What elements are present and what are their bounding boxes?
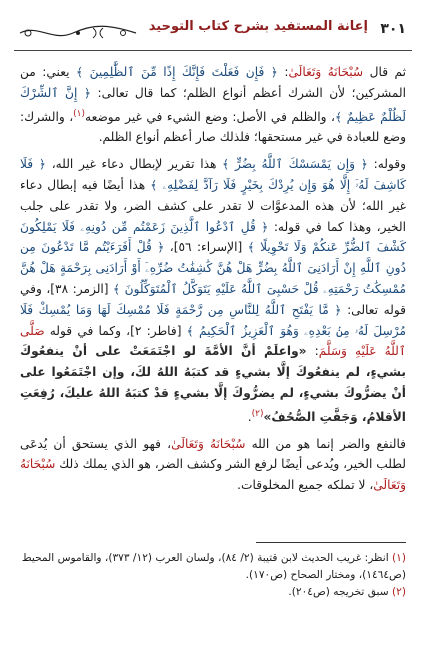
text: وقوله: <box>367 157 406 172</box>
footnote-text: سبق تخريجه (ص٢٠٤). <box>288 586 389 598</box>
quran-verse: ﴿ فَلَا كَاشِفَ لَهُۥٓ إِلَّا هُوَ وَإِن يُرِدْكَ بِخَيْرٍ فَلَا رَآدَّ لِفَضْلِهِۦ ﴾ <box>20 157 406 193</box>
header-rule <box>14 50 412 51</box>
footnotes <box>20 550 406 601</box>
honorific: صَلَّى ٱللَّهُ عَلَيْهِ وَسَلَّمَ <box>20 323 406 359</box>
paragraph-3 <box>20 434 406 496</box>
text: ، وفي قوله تعالى: <box>20 282 406 317</box>
text: ثم قال <box>363 65 406 79</box>
text: يعني: من المشركين؛ لأن الشرك أعظم أنواع الظلم؛ كما قال تعالى: <box>20 65 406 100</box>
quran-verse: ﴿ قُلِ ٱدْعُوا ٱلَّذِينَ زَعَمْتُم مِّن دُونِهِۦ فَلَا يَمْلِكُونَ كَشْفَ ٱلضُّرِّ عَنكُمْ وَلَا تَحْوِيلًا ﴾ <box>20 219 407 255</box>
quran-verse: ﴿ قُلْ أَفَرَءَيْتُم مَّا تَدْعُونَ مِن دُونِ ٱللَّهِ إِنْ أَرَادَنِىَ ٱللَّهُ بِضُرٍّ هَلْ هُنَّ كَٰشِفَٰتُ ضُرِّهِۦٓ أَوْ أَرَادَنِى بِرَحْمَةٍ هَلْ هُنَّ مُمْسِكَٰتُ رَحْمَتِهِۦ قُلْ حَسْبِىَ ٱللَّهُ عَلَيْهِ يَتَوَكَّلُ ٱلْمُتَوَكِّلُونَ ﴾ <box>20 240 407 297</box>
verse-reference: [فاطر: ٢] <box>130 323 182 338</box>
verse-reference: [الزمر: ٣٨] <box>50 282 109 297</box>
text: فالنفع والضر إنما هو من الله <box>245 436 407 451</box>
footnote-rule <box>256 542 406 543</box>
footnote-2 <box>20 584 406 601</box>
hadith-quote: «واعلَمْ أنَّ الأمَّةَ لو اجْتَمَعَتْ على أنْ ينفعُوكَ بشيءٍ، لم ينفعُوكَ إلَّا بشيءٍ قد كتبَهُ اللهُ لكَ، وإن اجْتَمَعُوا على أنْ يضرُّوكَ بشيءٍ، لم يضرُّوكَ إلَّا بشيءٍ قدْ كتبَهُ اللهُ عليكَ، رُفِعَتِ الأقلامُ، وَجَفَّتِ الصُّحُفُ» <box>20 344 406 424</box>
honorific: سُبْحَانَهُ وَتَعَالَىٰ <box>288 65 364 79</box>
main-text <box>20 62 406 502</box>
quran-verse: ﴿ وَإِن يَمْسَسْكَ ٱللَّهُ بِضُرٍّ ﴾ <box>222 157 368 172</box>
footnote-text: انظر: غريب الحديث لابن قتيبة (٢/ ٨٤)، ولسان العرب (١٢/ ٣٧٣)، والقاموس المحيط (ص١٤٦٤)، ومختار الصحاح (ص١٧٠). <box>21 552 406 581</box>
text: : <box>306 344 319 359</box>
text: ، والظلم في الأصل: وضع الشيء في غير موضعه <box>85 109 335 124</box>
text: ، <box>164 240 174 255</box>
text: : <box>277 65 289 79</box>
page-number: ٣٠١ <box>380 21 406 37</box>
footnote-number: (٢) <box>392 586 406 598</box>
running-title: إعانة المستفيد بشرح كتاب التوحيد <box>148 19 368 34</box>
paragraph-1 <box>20 62 406 148</box>
footnote-number: (١) <box>392 552 406 564</box>
decorative-flourish-icon <box>18 22 138 44</box>
footnote-1 <box>20 550 406 584</box>
quran-verse: ﴿ مَّا يَفْتَحِ ٱللَّهُ لِلنَّاسِ مِن رَّحْمَةٍ فَلَا مُمْسِكَ لَهَا وَمَا يُمْسِكْ فَلَا مُرْسِلَ لَهُۥ مِنۢ بَعْدِهِۦ وَهُوَ ٱلْعَزِيزُ ٱلْحَكِيمُ ﴾ <box>20 302 407 338</box>
text: ، وكما في قوله <box>44 323 131 338</box>
quran-verse: ﴿ فَإِن فَعَلْتَ فَإِنَّكَ إِذًا مِّنَ ٱلظَّٰلِمِينَ ﴾ <box>75 65 278 79</box>
paragraph-2 <box>20 154 406 427</box>
text: هذا تقرير لإبطال دعاء غير الله، <box>45 157 223 172</box>
verse-reference: [الإسراء: ٥٦] <box>173 240 243 255</box>
footnote-ref[interactable]: (٢) <box>251 408 264 419</box>
text: ، لا تملكه جميع المخلوقات. <box>237 478 374 493</box>
page-header <box>14 14 412 48</box>
text: ، والشرك: وضع للعبادة في غير مستحقها؛ فلذلك صار أعظم أنواع الظلم. <box>20 109 406 145</box>
text: ، فهو الذي يستحق أن يُدعَى لطلب الخير، ويُدعى أيضًا لرفع الشر وكشف الضر، هو الذي يملك ذلك <box>20 436 406 472</box>
text: هذا أيضًا فيه إبطال دعاء غير الله؛ لأن هذه المدعوَّات لا تقدر على كشف الضر، ولا تقدر على جلب الخير، وهذا كما في قوله: <box>20 178 406 234</box>
quran-verse: ﴿ إِنَّ ٱلشِّرْكَ لَظُلْمٌ عَظِيمٌ ﴾ <box>20 85 406 124</box>
footnote-ref[interactable]: (١) <box>73 108 86 119</box>
honorific: سُبْحَانَهُ وَتَعَالَىٰ <box>171 436 246 451</box>
text: . <box>247 409 252 424</box>
honorific: سُبْحَانَهُ وَتَعَالَىٰ <box>20 457 406 493</box>
